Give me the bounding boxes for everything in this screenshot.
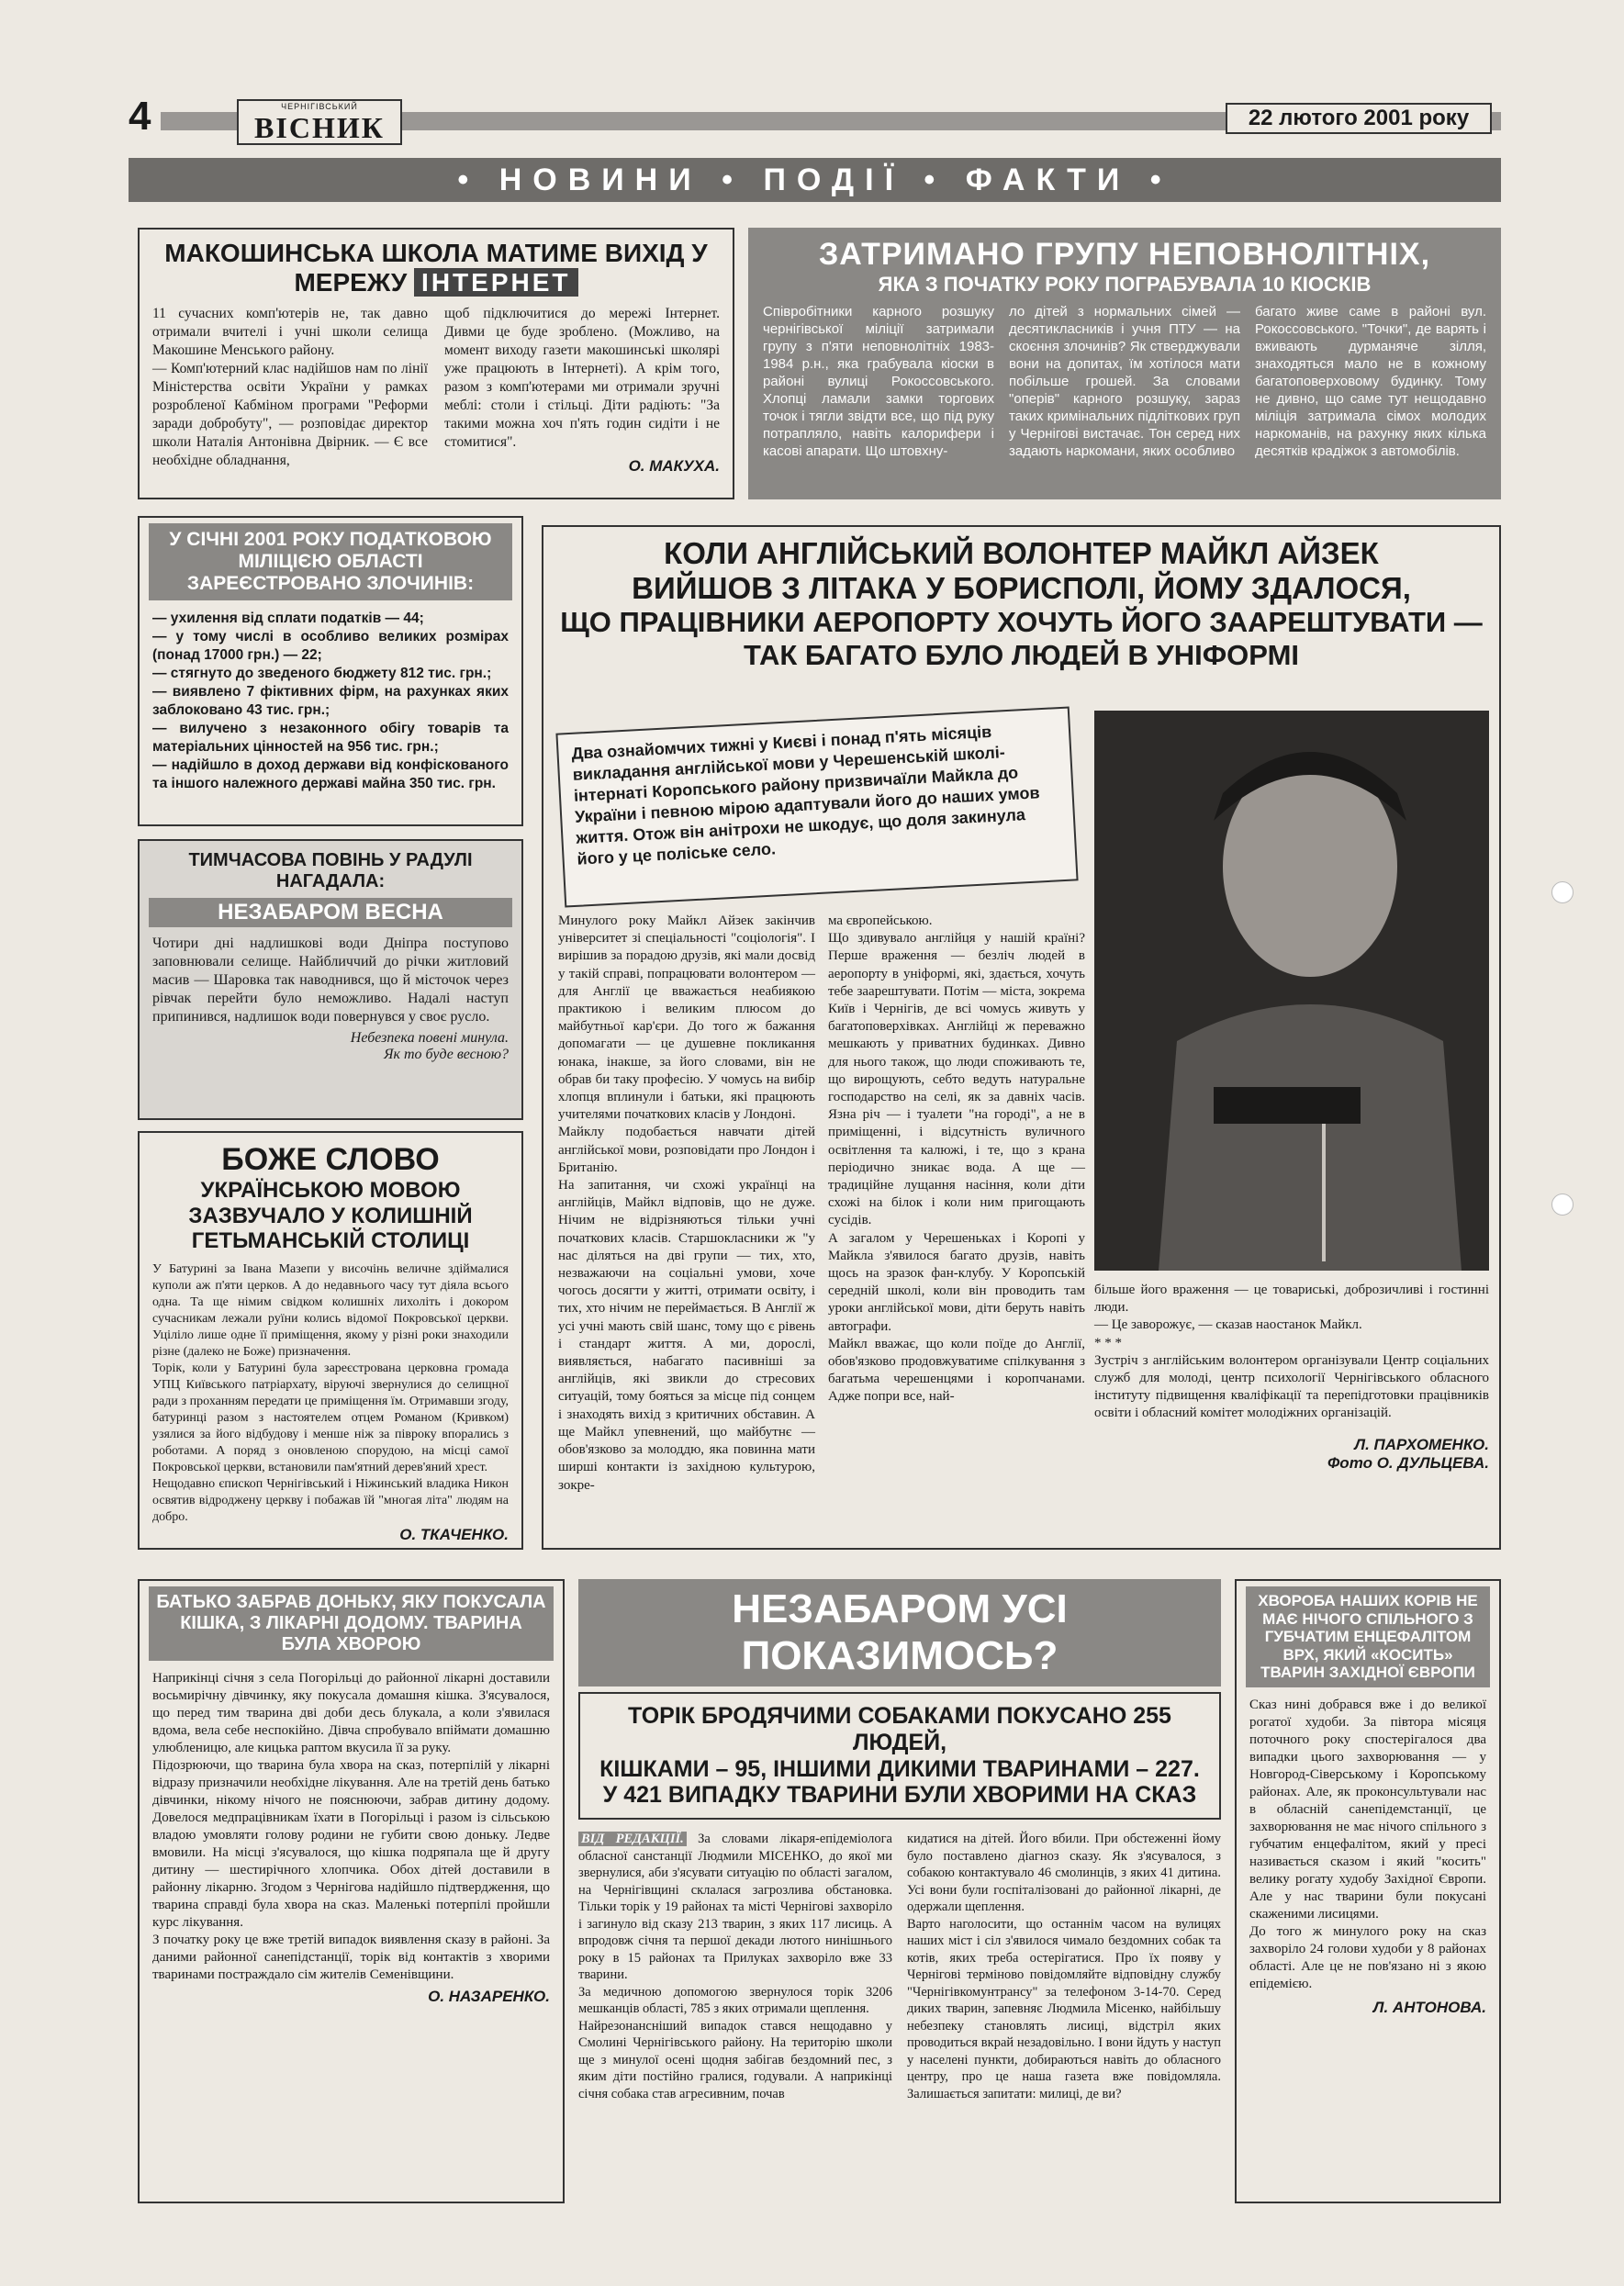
article-rabies-lead-label: ВІД РЕДАКЦІЇ. <box>578 1832 687 1846</box>
article-flood-body: Чотири дні надлишкові води Дніпра поступово заповнювали селище. Найбличчий до річки житловий масив — Шаровка так наводнився, що й місточок через рівчак перейти було неможливо. Надалі наступ припинився, надлишок води повернувся у своє русло. <box>152 935 512 1025</box>
article-kiosks-col1: Співробітники карного розшуку чернігівської міліції затримали групу з п'яти неповнолітніх 1983-1984 р.н., яка грабувала кіоски в районі вулиці Рокоссовського. Хлопці ламали замки торгових точок і тягли звідти все, що під руку потрапляло, навіть калорифери і касові апарати. Що штовхну- <box>763 304 999 460</box>
article-cat <box>138 1579 565 2203</box>
brand-small: ЧЕРНІГІВСЬКИЙ <box>281 102 358 111</box>
issue-date: 22 лютого 2001 року <box>1226 103 1492 134</box>
article-church <box>138 1131 523 1550</box>
article-flood-title1: ТИМЧАСОВА ПОВІНЬ У РАДУЛІ НАГАДАЛА: <box>188 850 473 891</box>
brand-logo <box>237 99 402 145</box>
article-tax <box>138 516 523 826</box>
article-rabies-subtitle1: ТОРІК БРОДЯЧИМИ СОБАКАМИ ПОКУСАНО 255 ЛЮДЕЙ, <box>628 1703 1171 1755</box>
article-cows-author: Л. АНТОНОВА. <box>1372 1998 1486 2016</box>
article-cows-body: Сказ нині добрався вже і до великої рогатої худоби. За півтора місяця поточного року спостерігалося два випадки цього захворювання — у Новгород-Сіверському і Коропському районах. Але, як проконсультували нас в обласній санепідемстанції, це захворювання не має нічого спільного з губчатим енцефалітом, який у пресі називається сказом і який "косить" велику рогату худобу Західної Європи. Але у нас тварини були покусані скаженими лисицями. До того ж минулого року на сказ захворіло 24 голови худоби у 8 районах області. Але це не пов'язано ні з якою епідемією. <box>1249 1697 1486 1991</box>
article-volunteer-photo-credit: Фото О. ДУЛЬЦЕВА. <box>1327 1453 1489 1472</box>
brand-title: ВІСНИК <box>254 111 385 144</box>
article-church-author: О. ТКАЧЕНКО. <box>399 1525 509 1543</box>
article-volunteer-title3: ЩО ПРАЦІВНИКИ АЕРОПОРТУ ХОЧУТЬ ЙОГО ЗААРЕШТУВАТИ — <box>560 605 1483 638</box>
article-rabies-col2: кидатися на дітей. Його вбили. При обстеженні йому було поставлено діагноз сказу. Як з'ясувалося, з собакою контактувало 46 смолинців, з яких 41 дитина. Усі вони були госпіталізовані до районної лікарні, де одержали щеплення. Варто наголосити, що останнім часом на вулицях наших міст і сіл з'явилося чимало бездомних собак та котів, яких треба остерігатися. Про їх появу у Чернігові терміново повідомляйте відповідну службу "Чернігівкомунтрансу" за телефоном 3-14-70. Серед диких тварин, запевняє Людмила Місенко, найбільшу небезпеку становлять лисиці, відстріл яких проводиться вкрай незадовільно. І вони йдуть у наступ у населені пункти, добираються навіть до обласного центру, про це наша газета вже повідомляла. Залишається запитати: милиці, де ви? <box>907 1832 1221 2101</box>
michael-portrait-image <box>1094 711 1489 1271</box>
article-tax-title: У СІЧНІ 2001 РОКУ ПОДАТКОВОЮ МІЛІЦІЄЮ ОБЛАСТІ ЗАРЕЄСТРОВАНО ЗЛОЧИНІВ: <box>149 523 512 600</box>
article-volunteer-author: Л. ПАРХОМЕНКО. <box>1354 1435 1489 1453</box>
article-rabies-title: НЕЗАБАРОМ УСІ ПОКАЗИМОСЬ? <box>578 1579 1221 1686</box>
article-rabies-subtitle2: КІШКАМИ – 95, ІНШИМИ ДИКИМИ ТВАРИНАМИ – 227. <box>599 1755 1200 1782</box>
volunteer-photo <box>1094 711 1489 1271</box>
article-internet-col2: щоб підключитися до мережі Інтернет. Дивми це буде зроблено. (Можливо, на момент виходу газети макошинські школярі уже працюють в Інтернеті). А крім того, разом з комп'ютерами ми отримали зручні меблі: столи і стільці. Діти радіють: "За такими можна хоч п'ять годин сидіти і не стомитися". <box>444 306 723 451</box>
article-volunteer-title2: ВИЙШОВ З ЛІТАКА У БОРИСПОЛІ, ЙОМУ ЗДАЛОСЯ, <box>632 570 1411 605</box>
article-kiosks-title1: ЗАТРИМАНО ГРУПУ НЕПОВНОЛІТНІХ, <box>818 237 1431 272</box>
article-volunteer-col2: ма європейською. Що здивувало англійця у нашій країні? Перше враження — безліч людей в аеропорту в уніформі, які, здається, хочуть тебе заарештувати. Потім — міста, зокрема Київ і Чернігів, де всі чомусь живуть у багатоповерхівках. Англійці ж переважно мешкають у приватних будинках. Дивно для нього також, що люди споживають те, що вирощують, себто ведуть натуральне господарство на селі, як за давніх часів. Язна річ — і туалети "на городі", а не в приміщенні, і відсутність вуличного освітлення та калюжі, і те, що з крана періодично зникає вода. А ще — традиційне лущання насіння, коли діти схожі на білок і коли ним пригощають сусідів. А загалом у Черешеньках і Коропі у Майкла з'явилося багато друзів, навіть щось на зразок фан-клубу. У Коропській середній школі, коли він проводить там уроки англійської мови, діти беруть навіть автографи. Майкл вважає, що коли поїде до Англії, обов'язково продовжуватиме спілкування з багатьма черешенцями і коропчанами. Адже попри все, най- <box>828 913 1085 1405</box>
article-kiosks-title2: ЯКА З ПОЧАТКУ РОКУ ПОГРАБУВАЛА 10 КІОСКІВ <box>878 273 1372 297</box>
article-volunteer-title1: КОЛИ АНГЛІЙСЬКИЙ ВОЛОНТЕР МАЙКЛ АЙЗЕК <box>664 536 1379 570</box>
article-kiosks <box>748 228 1501 499</box>
article-flood <box>138 839 523 1120</box>
rubric-bar: • НОВИНИ • ПОДІЇ • ФАКТИ • <box>129 158 1501 202</box>
article-cat-body: Наприкінці січня з села Погорільці до районної лікарні доставили восьмирічну дівчинку, яку покусала домашня кішка. З'ясувалося, що перед тим тварина дві доби десь блукала, а коли з'явилася вдома, вела себе неспокійно. Дівча спробувало впіймати домашню улюбленицю, але кицька раптом вкусила її за руку. Підозрюючи, що тварина була хвора на сказ, потерпілій у лікарні відразу призначили необхідне лікування. Але на третій день батько дівчинки, нікому нічого не пояснюючи, забрав дитину додому. Довелося медпрацівникам їхати в Погорільці і разом із сільською владою умовляти голову родини не губити свою доньку. Ледве вмовили. На місці з'ясувалося, що кішка подряпала ще й другу дитину — шестирічного хлопчика. Обох дітей доставили в районну лікарню. Згодом з Чернігова надійшло підтвердження, що тварина справді була хвора на сказ. Маленькі потерпілі пройшли курс лікування. З початку року це вже третій випадок виявлення сказу в районі. За даними районної санепідстанції, торік від контактів з хворими тваринами постраждало сім жителів Семенівщини. <box>152 1671 550 1982</box>
article-church-title1: БОЖЕ СЛОВО <box>221 1142 440 1177</box>
binder-hole-top <box>1551 881 1574 903</box>
article-tax-body: — ухилення від сплати податків — 44; — у тому числі в особливо великих розмірах (понад 17000 грн.) — 22; — стягнуто до зведеного бюджету 812 тис. грн.; — виявлено 7 фіктивних фірм, на рахунках яких заблоковано 43 тис. грн.; — вилучено з незаконного обігу товарів та матеріальних цінностей на 956 тис. грн.; — надійшло в доход держави від конфіскованого та іншого належного державі майна 350 тис. грн. <box>152 611 509 792</box>
article-cat-author: О. НАЗАРЕНКО. <box>428 1988 550 2005</box>
article-flood-title2: НЕЗАБАРОМ ВЕСНА <box>149 898 512 927</box>
article-flood-closing1: Небезпека повені минула. <box>350 1029 509 1046</box>
article-volunteer-title4: ТАК БАГАТО БУЛО ЛЮДЕЙ В УНІФОРМІ <box>744 638 1299 671</box>
article-kiosks-col2: ло дітей з нормальних сімей — десятикласників і учня ПТУ — на скоєння злочинів? Як стверджували вони на допитах, їм хотілося мати побільше грошей. За словами "оперів" карного розшуку, зараз таких кримінальних підліткових груп у Чернігові вистачає. Тон серед них задають наркомани, яких особливо <box>1009 304 1245 460</box>
internet-badge: ІНТЕРНЕТ <box>414 268 577 297</box>
article-volunteer-col3: більше його враження — це товариські, доброзичливі і гостинні люди. — Це заворожує, — сказав наостанок Майкл. * * * Зустріч з англійським волонтером організували Центр соціальних служб для молоді, центр психології Чернігівського обласного інституту підвищення кваліфікації та перепідготовки працівників освіти і обласний комітет молодіжних організацій. <box>1094 1283 1489 1421</box>
article-rabies-col1: За словами лікаря-епідеміолога обласної санстанції Людмили МІСЕНКО, до якої ми звернулися, аби з'ясувати ситуацію по області загалом, на Чернігівщині склалася загрозлива обстановка. Тільки торік у 19 районах та місті Чернігові захворіло і загинуло від сказу 213 тварин, з яких 117 лисиць. А впродовж січня та першої декади лютого нинішнього року в 15 районах та Прилуках захворіло вже 33 тварини. За медичною допомогою звернулося торік 3206 мешканців області, 785 з яких отримали щеплення. Найрезонансніший випадок стався нещодавно у Смолині Чернігівського району. На територію школи ще з минулої осені щодня забігав бездомний пес, з яким діти постійно гралися, годували. А наприкінці січня собака став агресивним, почав <box>578 1832 892 2101</box>
article-volunteer-col1: Минулого року Майкл Айзек закінчив університет зі спеціальності "соціологія". І вирішив за порадою друзів, які мали досвід у такій справі, попрацювати волонтером — для Англії це вважається неабиякою практикою і великим плюсом до майбутньої кар'єри. До того ж бажання допомагати — це душевне покликання юнака, інакше, за його словами, він не обрав би таку професію. У чомусь на вибір хлопця вплинули і батьки, які працюють учителями початкових класів у Лондоні. Майклу подобається навчати дітей англійської мови, розповідати про Лондон і Британію. На запитання, чи схожі українці на англійців, Майкл відповів, що не дуже. Нічим не відрізняються тільки учні початкових класів. Старшокласники ж "у нас діляться на дві групи — тих, хто, незважаючи на соціальні умови, хоче чогось досягти у житті, отримати освіту, і тих, хто нічим не переймається. В Англії ж усі учні мають свій шанс, тому що є рівень і стандарт життя. А ми, дорослі, виявляється, набагато пасивніші за англійців, які звикли до стресових ситуацій, тому бояться за місце під сонцем і знаходять вихід з критичних обставин. А ще Майкл упевнений, що майбутнє — обов'язково за молоддю, яка повинна мати ширші контакти із західною культурою, зокре- <box>558 913 815 1493</box>
article-cows <box>1235 1579 1501 2203</box>
article-church-title2: УКРАЇНСЬКОЮ МОВОЮ ЗАЗВУЧАЛО У КОЛИШНІЙ ГЕТЬМАНСЬКІЙ СТОЛИЦІ <box>188 1178 473 1254</box>
article-volunteer <box>542 525 1501 1550</box>
article-rabies <box>578 1579 1221 2203</box>
article-internet-title: МАКОШИНСЬКА ШКОЛА МАТИМЕ ВИХІД У МЕРЕЖУ <box>164 239 708 297</box>
article-internet-col1: 11 сучасних комп'ютерів не, так давно отримали вчителі і учні школи селища Макошине Менського району. — Комп'ютерний клас надійшов нам по лінії Міністерства освіти України у рамках розробленої Кабміном програми "Реформи заради добробуту", — розповідає директор школи Наталія Антонівна Двірник. — Є все необхідне обладнання, <box>152 306 428 469</box>
article-volunteer-lead: Два ознайомчих тижні у Києві і понад п'ять місяців викладання англійської мови у Черешенській школі-інтернаті Коропського району призвичаїли Майкла до України і певною мірою адаптували його до наших умов життя. Отож він анітрохи не шкодує, що доля закинула його у це поліське село. <box>555 706 1078 907</box>
article-kiosks-col3: багато живе саме в районі вул. Рокоссовського. "Точки", де варять і вживають дурманяче зілля, знаходяться мало не в кожному багатоповерховому будинку. Тому не дивно, що саме тут нещодавно міліція затримала сімох молодих наркоманів, на рахунку яких кілька десятків крадіжок з автомобілів. <box>1255 304 1491 460</box>
article-church-body: У Батурині за Івана Мазепи у височінь величне здіймалися куполи аж п'яти церков. А до недавнього часу тут діяла всього одна. Та ще німим свідком колишніх лихоліть і докором сучасникам лежали руїни колись відомої Покровської церкви. Уцілілo лише одне її приміщення, якому у різні роки знаходили різне (далеко не Боже) призначення. Торік, коли у Батурині була зареєстрована церковна громада УПЦ Київського патріархату, віруючі звернулися до селищної ради з проханням передати це приміщення їм. Отримавши згоду, батуринці разом з настоятелем отцем Романом (Кривком) узялися за його відбудову і менше ніж за півроку впорались з роботами. А поряд з оновленою спорудою, на місці самої Покровської церкви, встановили пам'ятний дерев'яний хрест. Нещодавно єпископ Чернігівський і Ніжинський владика Никон освятив відроджену церкву і побажав їй "многая літа" людям на добро. <box>152 1261 509 1524</box>
article-cows-title: ХВОРОБА НАШИХ КОРІВ НЕ МАЄ НІЧОГО СПІЛЬНОГО З ГУБЧАТИМ ЕНЦЕФАЛІТОМ ВРХ, ЯКИЙ «КОСИТЬ» ТВАРИН ЗАХІДНОЇ ЄВРОПИ <box>1246 1586 1490 1687</box>
binder-hole-bottom <box>1551 1193 1574 1216</box>
article-internet <box>138 228 734 499</box>
article-flood-closing2: Як то буде весною? <box>384 1046 509 1062</box>
page-number: 4 <box>129 94 151 139</box>
article-internet-author: О. МАКУХА. <box>628 457 720 476</box>
article-cat-title: БАТЬКО ЗАБРАВ ДОНЬКУ, ЯКУ ПОКУСАЛА КІШКА, З ЛІКАРНІ ДОДОМУ. ТВАРИНА БУЛА ХВОРОЮ <box>149 1586 554 1661</box>
article-rabies-subtitle3: У 421 ВИПАДКУ ТВАРИНИ БУЛИ ХВОРИМИ НА СКАЗ <box>602 1782 1197 1809</box>
